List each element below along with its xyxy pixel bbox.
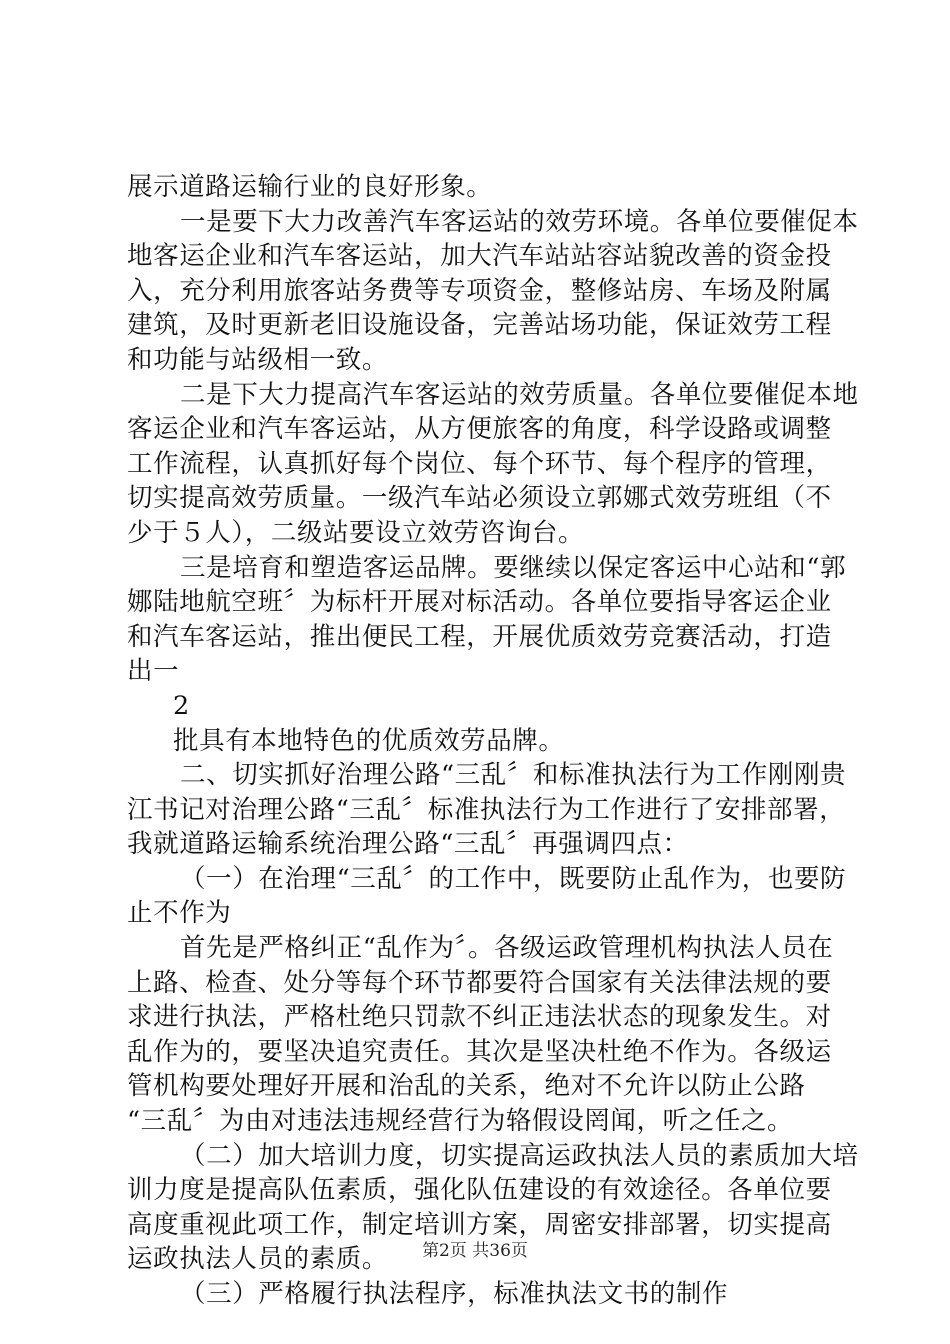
paragraph-first-line: 一是要下大力改善汽车客运站的效劳环境。各单位要催促本 [180,206,859,237]
text-line: 运政执法人员的素质。 [127,1244,389,1275]
paragraph-first-line: 三是培育和塑造客运品牌。要继续以保定客运中心站和“郭 [180,552,847,583]
text-line: “三乱〞为由对违法违规经营行为辂假设罔闻，听之任之。 [127,1106,794,1137]
document-body [127,170,859,1312]
subsection-heading: （二）加大培训力度，切实提高运政执法人员的素质加大培 [180,1140,859,1171]
page-indicator: 第2页 共36页 [422,1241,528,1261]
text-line: 建筑，及时更新老旧设施设备，完善站场功能，保证效劳工程 [127,310,832,341]
paragraph-first-line: 首先是严格纠正“乱作为〞。各级运政管理机构执法人员在 [180,933,834,964]
paragraph-first-line: 二是下大力提高汽车客运站的效劳质量。各单位要催促本地 [180,379,859,410]
subsection-heading: （一）在治理“三乱〞的工作中，既要防止乱作为，也要防 [180,863,847,894]
text-line: 管机构要处理好开展和治乱的关系，绝对不允许以防止公路 [127,1071,806,1102]
subsection-heading: （三）严格履行执法程序，标准执法文书的制作 [180,1279,729,1309]
text-line: 客运企业和汽车客运站，从方便旅客的角度，科学设路或调整 [127,414,832,445]
text-line: 江书记对治理公路“三乱〞标准执法行为工作进行了安排部署， [127,794,846,825]
text-line: 我就道路运输系统治理公路“三乱〞再强调四点： [127,829,689,860]
text-line: 和功能与站级相一致。 [127,344,389,375]
text-line: 止不作为 [127,898,232,929]
section-heading: 二、切实抓好治理公路“三乱〞和标准执法行为工作刚刚贵 [180,760,847,791]
text-line: 上路、检查、处分等每个环节都要符合国家有关法律法规的要 [127,967,832,998]
text-line: 和汽车客运站，推出便民工程，开展优质效劳竞赛活动，打造 [127,621,832,652]
text-line: 娜陆地航空班〞为标杆开展对标活动。各单位要指导客运企业 [127,587,832,618]
text-line: 高度重视此项工作，制定培训方案，周密安排部署，切实提高 [127,1209,832,1240]
text-line: 批具有本地特色的优质效劳品牌。 [173,725,565,756]
text-line: 少于５人），二级站要设立效劳咨询台。 [127,517,585,548]
text-line: 切实提高效劳质量。一级汽车站必须设立郭娜式效劳班组（不 [127,483,832,514]
text-line: 入，充分利用旅客站务费等专项资金，整修站房、车场及附属 [127,275,832,306]
page-footer [0,1236,950,1261]
text-line: 乱作为的，要坚决追究责任。其次是坚决杜绝不作为。各级运 [127,1036,832,1067]
text-line: 训力度是提高队伍素质，强化队伍建设的有效途径。各单位要 [127,1175,832,1206]
text-line: 工作流程，认真抓好每个岗位、每个环节、每个程序的管理， [127,448,832,479]
inline-page-number: 2 [173,690,190,721]
text-line: 求进行执法，严格杜绝只罚款不纠正违法状态的现象发生。对 [127,1002,832,1033]
text-line: 出一 [127,656,180,687]
text-line: 地客运企业和汽车客运站，加大汽车站站容站貌改善的资金投 [127,241,832,272]
text-line: 展示道路运输行业的良好形象。 [127,172,493,202]
